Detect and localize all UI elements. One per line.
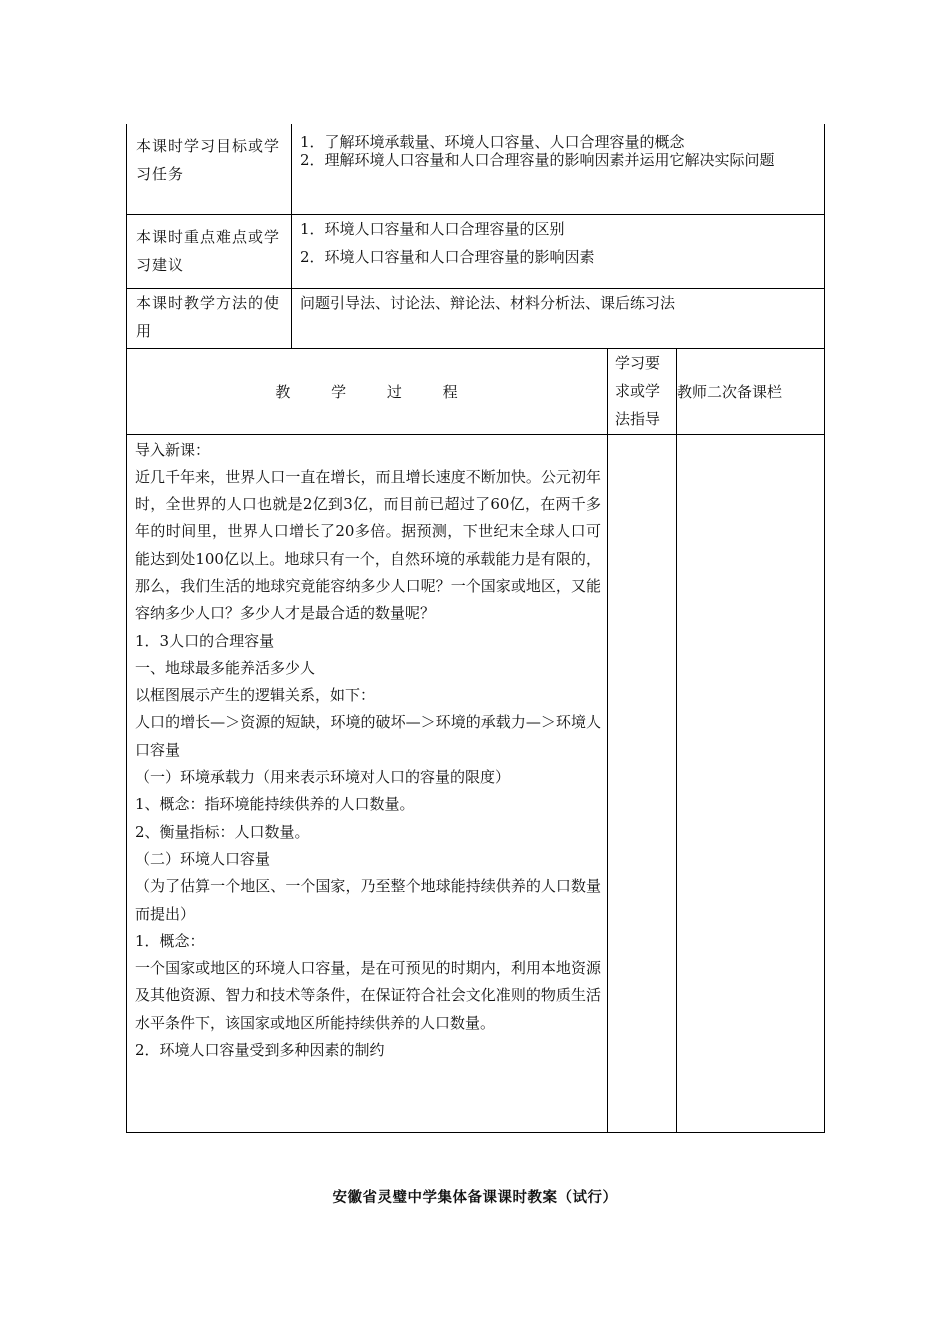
concept-heading: 1．概念： [135,931,205,950]
logic-chain: 人口的增长—＞资源的短缺，环境的破坏—＞环境的承载力—＞环境人口容量 [135,713,601,759]
goals-label: 本课时学习目标或学习任务 [136,137,281,183]
goals-cell [292,124,825,214]
goal-item-1: 1．了解环境承载量、环境人口容量、人口合理容量的概念 [300,133,685,151]
req-body-cell [608,434,677,1132]
goals-row [127,124,825,214]
goals-label-cell [127,124,292,214]
method-label-cell [127,288,292,348]
capacity-heading: （一）环境承载力（用来表示环境对人口的容量的限度） [135,768,511,787]
concept-paragraph: 一个国家或地区的环境人口容量，是在可预见的时期内，利用本地资源及其他资源、智力和技术等条件，在保证符合社会文化准则的物质生活水平条件下，该国家或地区所能持续供养的人口数量。 [135,959,601,1032]
capacity-indicator: 2、衡量指标：人口数量。 [135,822,310,841]
method-text: 问题引导法、讨论法、辩论法、材料分析法、课后练习法 [300,293,676,312]
key-item-2: 2．环境人口容量和人口合理容量的影响因素 [300,247,595,266]
keys-row [127,214,825,288]
capacity-concept: 1、概念：指环境能持续供养的人口数量。 [135,795,415,814]
process-title: 教 学 过 程 [275,382,459,401]
subsection-heading: 一、地球最多能养活多少人 [135,658,316,677]
section-heading: 1．3人口的合理容量 [135,631,275,650]
process-body-cell [127,434,608,1132]
method-cell [292,288,825,348]
req-header: 学习要求或学法指导 [615,353,661,428]
method-label: 本课时教学方法的使用 [136,293,281,340]
process-title-cell [127,348,608,434]
teacher-body-cell [677,434,825,1132]
teacher-header-cell [677,348,825,434]
intro-paragraph: 近几千年来，世界人口一直在增长，而且增长速度不断加快。公元初年时，全世界的人口也就是2亿到3亿，而目前已超过了60亿，在两千多年的时间里，世界人口增长了20多倍。据预测，下世纪末全球人口可能达到处100亿以上。地球只有一个，自然环境的承载能力是有限的，那么，我们生活的地球究竟能容纳多少人口呢？一个国家或地区，又能容纳多少人口？多少人才是最合适的数量呢？ [135,467,601,623]
process-body-row [127,434,825,1132]
keys-label-cell [127,214,292,288]
school-footer: 安徽省灵璧中学集体备课课时教案（试行） [332,1190,618,1206]
population-capacity-heading: （二）环境人口容量 [135,849,271,868]
teacher-header: 教师二次备课栏 [677,382,783,401]
keys-label: 本课时重点难点或学习建议 [136,227,281,274]
key-item-1: 1．环境人口容量和人口合理容量的区别 [300,219,565,238]
goal-item-2: 2．理解环境人口容量和人口合理容量的影响因素并运用它解决实际问题 [300,151,775,169]
keys-cell [292,214,825,288]
lesson-plan-table [126,124,825,1133]
req-header-cell [608,348,677,434]
diagram-intro: 以框图展示产生的逻辑关系，如下： [135,686,376,705]
method-row [127,288,825,348]
population-capacity-note: （为了估算一个地区、一个国家，乃至整个地球能持续供养的人口数量而提出） [135,877,601,923]
process-header-row [127,348,825,434]
intro-heading: 导入新课： [135,440,211,459]
factors-heading: 2．环境人口容量受到多种因素的制约 [135,1041,385,1060]
